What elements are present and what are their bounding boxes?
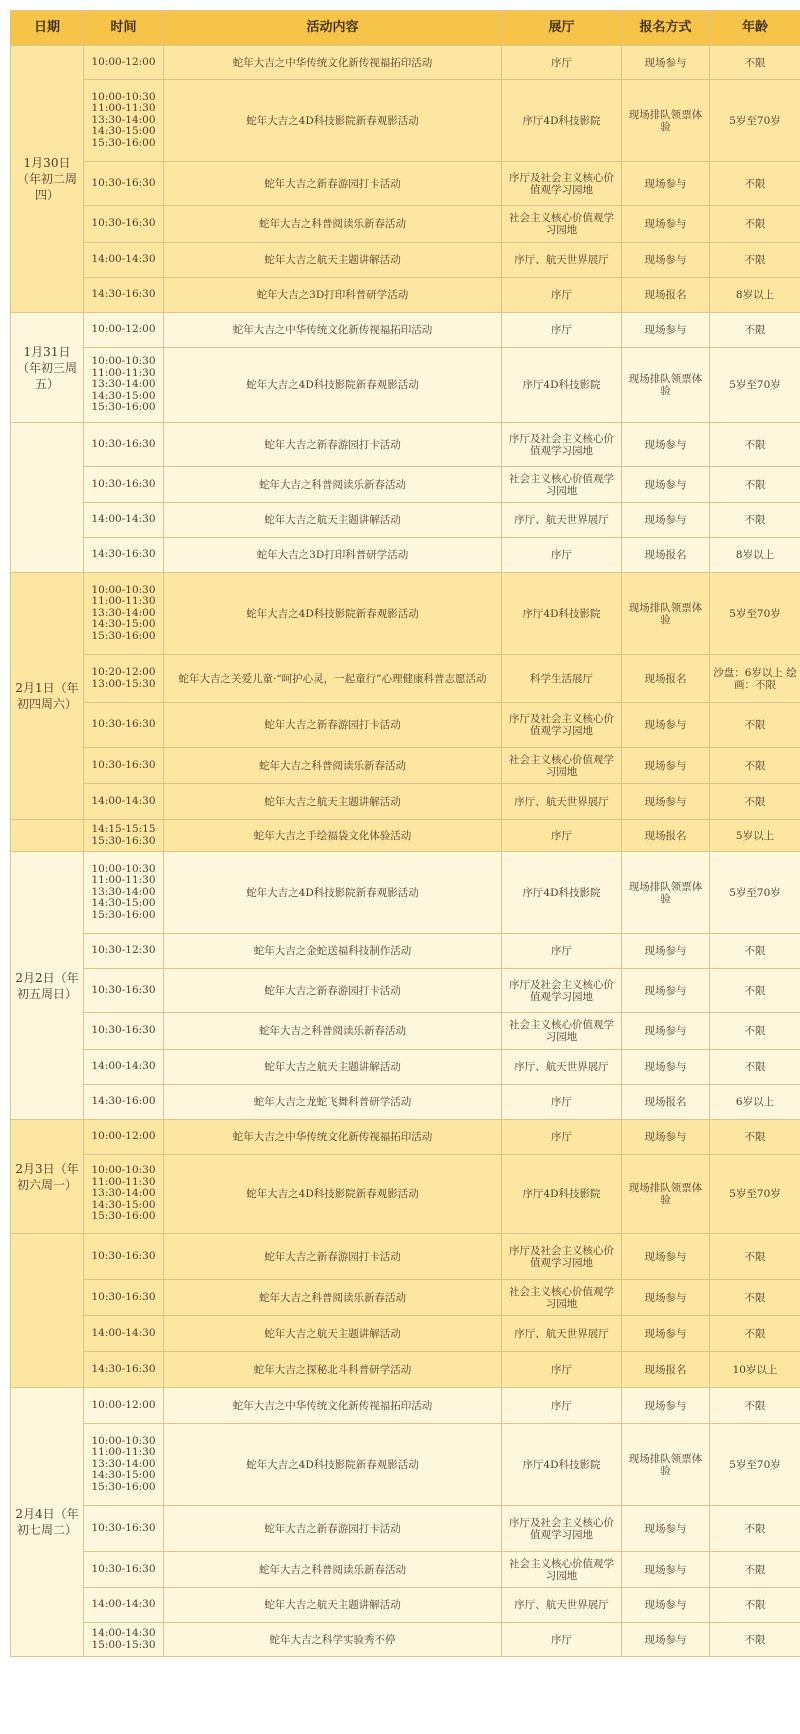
age-cell: 沙盘：6岁以上 绘画：不限 bbox=[710, 655, 800, 703]
table-row bbox=[11, 243, 800, 278]
signup-cell: 现场参与 bbox=[622, 162, 710, 206]
time-cell bbox=[84, 313, 164, 348]
table-row bbox=[11, 1013, 800, 1050]
content-cell: 蛇年大吉之科普阅读乐新春活动 bbox=[164, 467, 502, 503]
table-row bbox=[11, 820, 800, 852]
age-cell: 不限 bbox=[710, 1588, 800, 1623]
table-row bbox=[11, 703, 800, 748]
time-slot: 10:30-16:30 bbox=[87, 439, 160, 450]
time-slot: 11:00-11:30 bbox=[87, 368, 160, 379]
time-cell bbox=[84, 573, 164, 655]
content-cell: 蛇年大吉之新春游园打卡活动 bbox=[164, 969, 502, 1013]
signup-cell: 现场参与 bbox=[622, 423, 710, 467]
hall-cell: 序厅4D科技影院 bbox=[502, 1155, 622, 1234]
time-slot: 14:30-15:00 bbox=[87, 126, 160, 137]
time-cell bbox=[84, 1050, 164, 1085]
time-cell bbox=[84, 1120, 164, 1155]
content-cell: 蛇年大吉之新春游园打卡活动 bbox=[164, 1234, 502, 1280]
time-cell bbox=[84, 1506, 164, 1552]
table-row bbox=[11, 969, 800, 1013]
time-slot: 10:00-10:30 bbox=[87, 356, 160, 367]
time-cell bbox=[84, 969, 164, 1013]
time-slot: 10:30-16:30 bbox=[87, 479, 160, 490]
hall-cell: 社会主义核心价值观学习园地 bbox=[502, 1013, 622, 1050]
time-slot: 14:30-16:30 bbox=[87, 549, 160, 560]
time-cell bbox=[84, 206, 164, 243]
time-cell bbox=[84, 80, 164, 162]
hall-cell: 社会主义核心价值观学习园地 bbox=[502, 206, 622, 243]
time-slot: 11:00-11:30 bbox=[87, 1447, 160, 1458]
hall-cell: 序厅、航天世界展厅 bbox=[502, 243, 622, 278]
signup-cell: 现场报名 bbox=[622, 278, 710, 313]
signup-cell: 现场参与 bbox=[622, 46, 710, 80]
header-row bbox=[11, 11, 800, 46]
signup-cell: 现场参与 bbox=[622, 1280, 710, 1316]
hall-cell: 序厅及社会主义核心价值观学习园地 bbox=[502, 423, 622, 467]
time-slot: 13:30-14:00 bbox=[87, 115, 160, 126]
age-cell: 不限 bbox=[710, 313, 800, 348]
signup-cell: 现场参与 bbox=[622, 1234, 710, 1280]
time-slot: 14:30-15:00 bbox=[87, 1470, 160, 1481]
content-cell: 蛇年大吉之中华传统文化新传视福拓印活动 bbox=[164, 46, 502, 80]
age-cell: 不限 bbox=[710, 1234, 800, 1280]
hall-cell: 序厅、航天世界展厅 bbox=[502, 1588, 622, 1623]
content-cell: 蛇年大吉之科普阅读乐新春活动 bbox=[164, 1280, 502, 1316]
table-row bbox=[11, 313, 800, 348]
time-slot: 10:30-16:30 bbox=[87, 985, 160, 996]
table-row bbox=[11, 1155, 800, 1234]
time-slot: 10:00-12:00 bbox=[87, 324, 160, 335]
age-cell: 不限 bbox=[710, 969, 800, 1013]
time-slot: 10:30-16:30 bbox=[87, 1025, 160, 1036]
table-row bbox=[11, 206, 800, 243]
content-cell: 蛇年大吉之航天主题讲解活动 bbox=[164, 503, 502, 538]
signup-cell: 现场参与 bbox=[622, 1506, 710, 1552]
table-row bbox=[11, 748, 800, 784]
signup-cell: 现场报名 bbox=[622, 1085, 710, 1120]
age-cell: 5岁至70岁 bbox=[710, 1155, 800, 1234]
table-row bbox=[11, 1588, 800, 1623]
signup-cell: 现场参与 bbox=[622, 206, 710, 243]
header-signup: 报名方式 bbox=[622, 11, 710, 46]
table-row bbox=[11, 1506, 800, 1552]
content-cell: 蛇年大吉之科普阅读乐新春活动 bbox=[164, 748, 502, 784]
signup-cell: 现场排队领票体验 bbox=[622, 1155, 710, 1234]
age-cell: 不限 bbox=[710, 467, 800, 503]
time-slot: 14:00-14:30 bbox=[87, 796, 160, 807]
hall-cell: 序厅 bbox=[502, 1352, 622, 1388]
date-cell: 2月4日（年初七周二） bbox=[11, 1388, 84, 1657]
time-slot: 10:30-16:30 bbox=[87, 178, 160, 189]
date-cell: 2月1日（年初四周六） bbox=[11, 573, 84, 820]
hall-cell: 序厅、航天世界展厅 bbox=[502, 1050, 622, 1085]
age-cell: 不限 bbox=[710, 243, 800, 278]
signup-cell: 现场报名 bbox=[622, 820, 710, 852]
age-cell: 不限 bbox=[710, 1552, 800, 1588]
time-slot: 14:30-15:00 bbox=[87, 391, 160, 402]
content-cell: 蛇年大吉之科普阅读乐新春活动 bbox=[164, 206, 502, 243]
time-slot: 10:00-12:00 bbox=[87, 1400, 160, 1411]
age-cell: 不限 bbox=[710, 934, 800, 969]
time-slot: 10:00-10:30 bbox=[87, 92, 160, 103]
age-cell: 不限 bbox=[710, 1013, 800, 1050]
content-cell: 蛇年大吉之4D科技影院新春观影活动 bbox=[164, 852, 502, 934]
table-row bbox=[11, 423, 800, 467]
hall-cell: 序厅4D科技影院 bbox=[502, 1424, 622, 1506]
content-cell: 蛇年大吉之中华传统文化新传视福拓印活动 bbox=[164, 313, 502, 348]
time-slot: 14:00-14:30 bbox=[87, 514, 160, 525]
date-cell: 1月31日（年初三周五） bbox=[11, 313, 84, 423]
content-cell: 蛇年大吉之科学实验秀不停 bbox=[164, 1623, 502, 1657]
time-slot: 10:30-16:30 bbox=[87, 1292, 160, 1303]
date-cell bbox=[11, 1234, 84, 1388]
signup-cell: 现场参与 bbox=[622, 784, 710, 820]
signup-cell: 现场参与 bbox=[622, 243, 710, 278]
hall-cell: 序厅 bbox=[502, 1388, 622, 1424]
signup-cell: 现场参与 bbox=[622, 503, 710, 538]
content-cell: 蛇年大吉之中华传统文化新传视福拓印活动 bbox=[164, 1388, 502, 1424]
hall-cell: 序厅及社会主义核心价值观学习园地 bbox=[502, 1506, 622, 1552]
content-cell: 蛇年大吉之4D科技影院新春观影活动 bbox=[164, 1424, 502, 1506]
table-row bbox=[11, 1352, 800, 1388]
table-row bbox=[11, 1316, 800, 1352]
table-row bbox=[11, 80, 800, 162]
header-age: 年龄 bbox=[710, 11, 800, 46]
time-cell bbox=[84, 1352, 164, 1388]
time-slot: 10:30-12:30 bbox=[87, 945, 160, 956]
hall-cell: 社会主义核心价值观学习园地 bbox=[502, 1552, 622, 1588]
age-cell: 5岁至70岁 bbox=[710, 852, 800, 934]
time-slot: 14:00-14:30 bbox=[87, 1628, 160, 1639]
content-cell: 蛇年大吉之科普阅读乐新春活动 bbox=[164, 1552, 502, 1588]
table-row bbox=[11, 1050, 800, 1085]
time-slot: 15:30-16:00 bbox=[87, 138, 160, 149]
table-row bbox=[11, 655, 800, 703]
content-cell: 蛇年大吉之探秘北斗科普研学活动 bbox=[164, 1352, 502, 1388]
time-slot: 15:30-16:00 bbox=[87, 402, 160, 413]
signup-cell: 现场排队领票体验 bbox=[622, 348, 710, 423]
age-cell: 不限 bbox=[710, 206, 800, 243]
content-cell: 蛇年大吉之3D打印科普研学活动 bbox=[164, 278, 502, 313]
table-row bbox=[11, 1120, 800, 1155]
time-slot: 13:00-15:30 bbox=[87, 679, 160, 690]
time-cell bbox=[84, 655, 164, 703]
time-slot: 10:30-16:30 bbox=[87, 1251, 160, 1262]
table-row bbox=[11, 1623, 800, 1657]
time-slot: 10:30-16:30 bbox=[87, 1523, 160, 1534]
hall-cell: 序厅4D科技影院 bbox=[502, 348, 622, 423]
content-cell: 蛇年大吉之新春游园打卡活动 bbox=[164, 703, 502, 748]
signup-cell: 现场排队领票体验 bbox=[622, 80, 710, 162]
age-cell: 不限 bbox=[710, 162, 800, 206]
time-cell bbox=[84, 1013, 164, 1050]
content-cell: 蛇年大吉之4D科技影院新春观影活动 bbox=[164, 348, 502, 423]
hall-cell: 序厅 bbox=[502, 46, 622, 80]
age-cell: 不限 bbox=[710, 423, 800, 467]
signup-cell: 现场参与 bbox=[622, 467, 710, 503]
time-cell bbox=[84, 784, 164, 820]
header-hall: 展厅 bbox=[502, 11, 622, 46]
content-cell: 蛇年大吉之手绘福袋文化体验活动 bbox=[164, 820, 502, 852]
content-cell: 蛇年大吉之金蛇送福科技制作活动 bbox=[164, 934, 502, 969]
table-row bbox=[11, 1085, 800, 1120]
hall-cell: 序厅 bbox=[502, 538, 622, 573]
hall-cell: 社会主义核心价值观学习园地 bbox=[502, 1280, 622, 1316]
time-slot: 10:30-16:30 bbox=[87, 760, 160, 771]
time-slot: 14:15-15:15 bbox=[87, 824, 160, 835]
hall-cell: 社会主义核心价值观学习园地 bbox=[502, 748, 622, 784]
hall-cell: 序厅 bbox=[502, 1085, 622, 1120]
table-row bbox=[11, 784, 800, 820]
time-slot: 11:00-11:30 bbox=[87, 875, 160, 886]
age-cell: 不限 bbox=[710, 1120, 800, 1155]
content-cell: 蛇年大吉之航天主题讲解活动 bbox=[164, 1316, 502, 1352]
table-row bbox=[11, 503, 800, 538]
content-cell: 蛇年大吉之新春游园打卡活动 bbox=[164, 1506, 502, 1552]
signup-cell: 现场参与 bbox=[622, 1623, 710, 1657]
hall-cell: 序厅 bbox=[502, 1623, 622, 1657]
time-cell bbox=[84, 703, 164, 748]
time-slot: 14:30-15:00 bbox=[87, 898, 160, 909]
time-cell bbox=[84, 1552, 164, 1588]
hall-cell: 序厅4D科技影院 bbox=[502, 852, 622, 934]
age-cell: 不限 bbox=[710, 1316, 800, 1352]
date-cell: 1月30日（年初二周四） bbox=[11, 46, 84, 313]
age-cell: 6岁以上 bbox=[710, 1085, 800, 1120]
schedule-table bbox=[10, 10, 800, 1657]
time-slot: 13:30-14:00 bbox=[87, 379, 160, 390]
time-slot: 13:30-14:00 bbox=[87, 1459, 160, 1470]
table-row bbox=[11, 46, 800, 80]
time-slot: 14:00-14:30 bbox=[87, 1599, 160, 1610]
age-cell: 5岁至70岁 bbox=[710, 1424, 800, 1506]
time-cell bbox=[84, 1388, 164, 1424]
age-cell: 不限 bbox=[710, 703, 800, 748]
table-row bbox=[11, 1234, 800, 1280]
signup-cell: 现场参与 bbox=[622, 313, 710, 348]
time-slot: 10:00-10:30 bbox=[87, 585, 160, 596]
schedule-page bbox=[10, 10, 800, 1657]
hall-cell: 社会主义核心价值观学习园地 bbox=[502, 467, 622, 503]
signup-cell: 现场参与 bbox=[622, 1120, 710, 1155]
hall-cell: 序厅及社会主义核心价值观学习园地 bbox=[502, 1234, 622, 1280]
content-cell: 蛇年大吉之关爱儿童·“呵护心灵，一起童行”心理健康科普志愿活动 bbox=[164, 655, 502, 703]
time-slot: 14:30-16:00 bbox=[87, 1096, 160, 1107]
table-row bbox=[11, 1424, 800, 1506]
time-cell bbox=[84, 503, 164, 538]
date-cell: 2月3日（年初六周一） bbox=[11, 1120, 84, 1234]
time-slot: 13:30-14:00 bbox=[87, 608, 160, 619]
hall-cell: 序厅及社会主义核心价值观学习园地 bbox=[502, 162, 622, 206]
header-date: 日期 bbox=[11, 11, 84, 46]
age-cell: 5岁至70岁 bbox=[710, 80, 800, 162]
hall-cell: 序厅、航天世界展厅 bbox=[502, 503, 622, 538]
time-cell bbox=[84, 820, 164, 852]
table-row bbox=[11, 162, 800, 206]
hall-cell: 序厅及社会主义核心价值观学习园地 bbox=[502, 969, 622, 1013]
time-cell bbox=[84, 852, 164, 934]
content-cell: 蛇年大吉之航天主题讲解活动 bbox=[164, 243, 502, 278]
table-row bbox=[11, 348, 800, 423]
signup-cell: 现场参与 bbox=[622, 1316, 710, 1352]
table-row bbox=[11, 1388, 800, 1424]
hall-cell: 序厅及社会主义核心价值观学习园地 bbox=[502, 703, 622, 748]
time-cell bbox=[84, 243, 164, 278]
content-cell: 蛇年大吉之4D科技影院新春观影活动 bbox=[164, 573, 502, 655]
table-row bbox=[11, 1280, 800, 1316]
header-content: 活动内容 bbox=[164, 11, 502, 46]
table-row bbox=[11, 538, 800, 573]
table-row bbox=[11, 278, 800, 313]
time-cell bbox=[84, 278, 164, 313]
time-slot: 14:30-15:00 bbox=[87, 619, 160, 630]
signup-cell: 现场报名 bbox=[622, 538, 710, 573]
date-cell bbox=[11, 820, 84, 852]
signup-cell: 现场参与 bbox=[622, 748, 710, 784]
hall-cell: 序厅 bbox=[502, 313, 622, 348]
time-slot: 15:30-16:30 bbox=[87, 836, 160, 847]
signup-cell: 现场参与 bbox=[622, 934, 710, 969]
time-slot: 10:00-10:30 bbox=[87, 1436, 160, 1447]
table-row bbox=[11, 573, 800, 655]
signup-cell: 现场参与 bbox=[622, 969, 710, 1013]
time-slot: 13:30-14:00 bbox=[87, 1188, 160, 1199]
table-row bbox=[11, 852, 800, 934]
table-row bbox=[11, 467, 800, 503]
signup-cell: 现场参与 bbox=[622, 1588, 710, 1623]
signup-cell: 现场排队领票体验 bbox=[622, 573, 710, 655]
time-slot: 14:30-16:30 bbox=[87, 289, 160, 300]
signup-cell: 现场排队领票体验 bbox=[622, 1424, 710, 1506]
signup-cell: 现场参与 bbox=[622, 1013, 710, 1050]
table-row bbox=[11, 934, 800, 969]
time-slot: 11:00-11:30 bbox=[87, 596, 160, 607]
date-cell: 2月2日（年初五周日） bbox=[11, 852, 84, 1120]
signup-cell: 现场排队领票体验 bbox=[622, 852, 710, 934]
time-slot: 10:30-16:30 bbox=[87, 719, 160, 730]
time-slot: 15:30-16:00 bbox=[87, 1482, 160, 1493]
hall-cell: 序厅4D科技影院 bbox=[502, 80, 622, 162]
signup-cell: 现场参与 bbox=[622, 1552, 710, 1588]
time-cell bbox=[84, 748, 164, 784]
time-slot: 10:20-12:00 bbox=[87, 667, 160, 678]
time-cell bbox=[84, 1085, 164, 1120]
signup-cell: 现场参与 bbox=[622, 1388, 710, 1424]
time-cell bbox=[84, 162, 164, 206]
time-slot: 14:30-16:30 bbox=[87, 1364, 160, 1375]
hall-cell: 序厅 bbox=[502, 820, 622, 852]
content-cell: 蛇年大吉之中华传统文化新传视福拓印活动 bbox=[164, 1120, 502, 1155]
age-cell: 不限 bbox=[710, 1506, 800, 1552]
time-slot: 10:00-12:00 bbox=[87, 1131, 160, 1142]
time-slot: 10:00-10:30 bbox=[87, 864, 160, 875]
content-cell: 蛇年大吉之龙蛇飞舞科普研学活动 bbox=[164, 1085, 502, 1120]
age-cell: 8岁以上 bbox=[710, 278, 800, 313]
time-cell bbox=[84, 1424, 164, 1506]
time-slot: 13:30-14:00 bbox=[87, 887, 160, 898]
time-slot: 10:00-10:30 bbox=[87, 1165, 160, 1176]
time-cell bbox=[84, 348, 164, 423]
content-cell: 蛇年大吉之航天主题讲解活动 bbox=[164, 1050, 502, 1085]
time-cell bbox=[84, 1623, 164, 1657]
time-cell bbox=[84, 467, 164, 503]
age-cell: 不限 bbox=[710, 1388, 800, 1424]
signup-cell: 现场报名 bbox=[622, 1352, 710, 1388]
content-cell: 蛇年大吉之4D科技影院新春观影活动 bbox=[164, 80, 502, 162]
age-cell: 不限 bbox=[710, 46, 800, 80]
time-slot: 11:00-11:30 bbox=[87, 1177, 160, 1188]
time-slot: 10:30-16:30 bbox=[87, 1564, 160, 1575]
age-cell: 不限 bbox=[710, 784, 800, 820]
content-cell: 蛇年大吉之新春游园打卡活动 bbox=[164, 162, 502, 206]
signup-cell: 现场参与 bbox=[622, 1050, 710, 1085]
hall-cell: 序厅 bbox=[502, 1120, 622, 1155]
time-slot: 11:00-11:30 bbox=[87, 103, 160, 114]
schedule-body bbox=[11, 46, 800, 1657]
time-slot: 14:00-14:30 bbox=[87, 1061, 160, 1072]
header-time: 时间 bbox=[84, 11, 164, 46]
time-cell bbox=[84, 1280, 164, 1316]
age-cell: 不限 bbox=[710, 1050, 800, 1085]
time-slot: 14:30-15:00 bbox=[87, 1200, 160, 1211]
date-cell bbox=[11, 423, 84, 573]
time-cell bbox=[84, 46, 164, 80]
hall-cell: 序厅 bbox=[502, 934, 622, 969]
age-cell: 不限 bbox=[710, 1280, 800, 1316]
content-cell: 蛇年大吉之航天主题讲解活动 bbox=[164, 784, 502, 820]
age-cell: 8岁以上 bbox=[710, 538, 800, 573]
time-slot: 15:30-16:00 bbox=[87, 1211, 160, 1222]
time-cell bbox=[84, 1155, 164, 1234]
age-cell: 不限 bbox=[710, 503, 800, 538]
age-cell: 不限 bbox=[710, 748, 800, 784]
age-cell: 5岁以上 bbox=[710, 820, 800, 852]
time-cell bbox=[84, 423, 164, 467]
time-slot: 10:30-16:30 bbox=[87, 218, 160, 229]
age-cell: 5岁至70岁 bbox=[710, 348, 800, 423]
content-cell: 蛇年大吉之新春游园打卡活动 bbox=[164, 423, 502, 467]
table-row bbox=[11, 1552, 800, 1588]
time-slot: 14:00-14:30 bbox=[87, 254, 160, 265]
hall-cell: 序厅、航天世界展厅 bbox=[502, 784, 622, 820]
time-cell bbox=[84, 538, 164, 573]
hall-cell: 科学生活展厅 bbox=[502, 655, 622, 703]
time-slot: 15:30-16:00 bbox=[87, 631, 160, 642]
hall-cell: 序厅 bbox=[502, 278, 622, 313]
hall-cell: 序厅、航天世界展厅 bbox=[502, 1316, 622, 1352]
time-cell bbox=[84, 1316, 164, 1352]
content-cell: 蛇年大吉之科普阅读乐新春活动 bbox=[164, 1013, 502, 1050]
age-cell: 10岁以上 bbox=[710, 1352, 800, 1388]
time-slot: 15:30-16:00 bbox=[87, 910, 160, 921]
content-cell: 蛇年大吉之4D科技影院新春观影活动 bbox=[164, 1155, 502, 1234]
age-cell: 5岁至70岁 bbox=[710, 573, 800, 655]
time-slot: 10:00-12:00 bbox=[87, 57, 160, 68]
time-slot: 15:00-15:30 bbox=[87, 1640, 160, 1651]
signup-cell: 现场报名 bbox=[622, 655, 710, 703]
signup-cell: 现场参与 bbox=[622, 703, 710, 748]
hall-cell: 序厅4D科技影院 bbox=[502, 573, 622, 655]
time-cell bbox=[84, 934, 164, 969]
content-cell: 蛇年大吉之3D打印科普研学活动 bbox=[164, 538, 502, 573]
time-cell bbox=[84, 1234, 164, 1280]
content-cell: 蛇年大吉之航天主题讲解活动 bbox=[164, 1588, 502, 1623]
age-cell: 不限 bbox=[710, 1623, 800, 1657]
time-cell bbox=[84, 1588, 164, 1623]
time-slot: 14:00-14:30 bbox=[87, 1328, 160, 1339]
